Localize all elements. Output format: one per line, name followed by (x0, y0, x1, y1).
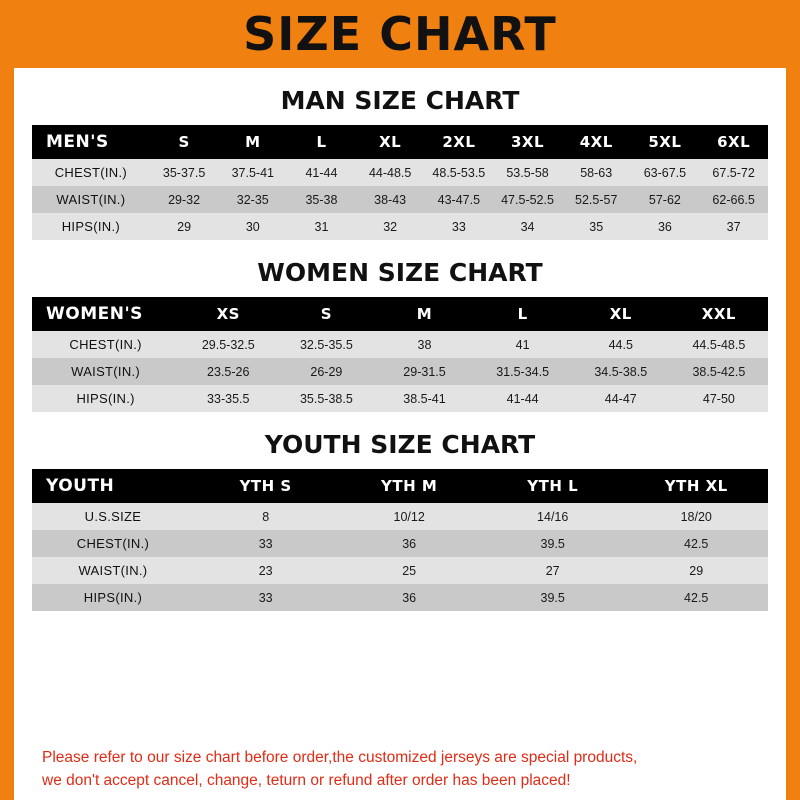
table-row (32, 530, 768, 557)
table-row (32, 557, 768, 584)
women-row-label-0: CHEST(IN.) (32, 331, 179, 358)
men-table-header (32, 125, 768, 159)
women-cell-0-1: 32.5-35.5 (277, 331, 375, 358)
table-row (32, 186, 768, 213)
men-cell-1-1: 32-35 (218, 186, 287, 213)
women-cell-0-5: 44.5-48.5 (670, 331, 768, 358)
footer-line-2: we don't accept cancel, change, teturn or refund after order has been placed! (42, 771, 571, 789)
men-cell-2-5: 34 (493, 213, 562, 240)
women-cell-1-0: 23.5-26 (179, 358, 277, 385)
women-section-title: WOMEN SIZE CHART (257, 258, 543, 287)
men-row-label-0: CHEST(IN.) (32, 159, 150, 186)
footer-notice (28, 747, 772, 792)
women-cell-1-5: 38.5-42.5 (670, 358, 768, 385)
men-cell-0-1: 37.5-41 (218, 159, 287, 186)
women-cell-1-4: 34.5-38.5 (572, 358, 670, 385)
youth-cell-3-3: 42.5 (624, 584, 768, 611)
women-cell-2-3: 41-44 (474, 385, 572, 412)
men-row-label-2: HIPS(IN.) (32, 213, 150, 240)
table-row (32, 331, 768, 358)
content (14, 86, 786, 611)
table-row (32, 358, 768, 385)
men-cell-0-8: 67.5-72 (699, 159, 768, 186)
women-col-header-3: M (375, 297, 473, 331)
men-col-header-2: M (218, 125, 287, 159)
men-cell-1-4: 43-47.5 (425, 186, 494, 213)
men-cell-2-6: 35 (562, 213, 631, 240)
women-cell-1-1: 26-29 (277, 358, 375, 385)
women-cell-1-2: 29-31.5 (375, 358, 473, 385)
men-cell-0-5: 53.5-58 (493, 159, 562, 186)
women-col-header-2: S (277, 297, 375, 331)
women-cell-0-4: 44.5 (572, 331, 670, 358)
men-cell-2-0: 29 (150, 213, 219, 240)
banner (0, 0, 800, 68)
table-row (32, 584, 768, 611)
women-cell-2-5: 47-50 (670, 385, 768, 412)
table-header-row (32, 469, 768, 503)
page-title: SIZE CHART (243, 7, 557, 61)
youth-cell-2-3: 29 (624, 557, 768, 584)
women-table-header (32, 297, 768, 331)
men-cell-2-3: 32 (356, 213, 425, 240)
youth-cell-0-0: 8 (194, 503, 338, 530)
youth-size-table (32, 469, 768, 611)
youth-col-header-4: YTH XL (624, 469, 768, 503)
men-cell-2-7: 36 (631, 213, 700, 240)
women-cell-2-2: 38.5-41 (375, 385, 473, 412)
men-cell-1-3: 38-43 (356, 186, 425, 213)
youth-table-header (32, 469, 768, 503)
youth-cell-1-2: 39.5 (481, 530, 625, 557)
youth-cell-1-1: 36 (337, 530, 481, 557)
table-row (32, 503, 768, 530)
women-cell-0-0: 29.5-32.5 (179, 331, 277, 358)
table-row (32, 159, 768, 186)
men-col-header-5: 2XL (425, 125, 494, 159)
table-row (32, 385, 768, 412)
youth-cell-2-2: 27 (481, 557, 625, 584)
youth-col-header-2: YTH M (337, 469, 481, 503)
women-row-label-2: HIPS(IN.) (32, 385, 179, 412)
youth-cell-1-0: 33 (194, 530, 338, 557)
men-col-header-8: 5XL (631, 125, 700, 159)
footer-line-1: Please refer to our size chart before order,the customized jerseys are special products, (42, 749, 638, 767)
youth-cell-3-0: 33 (194, 584, 338, 611)
women-col-header-4: L (474, 297, 572, 331)
men-cell-0-2: 41-44 (287, 159, 356, 186)
youth-row-label-0: U.S.SIZE (32, 503, 194, 530)
youth-cell-3-2: 39.5 (481, 584, 625, 611)
women-cell-2-0: 33-35.5 (179, 385, 277, 412)
youth-cell-0-1: 10/12 (337, 503, 481, 530)
men-cell-0-3: 44-48.5 (356, 159, 425, 186)
women-col-header-1: XS (179, 297, 277, 331)
youth-cell-1-3: 42.5 (624, 530, 768, 557)
men-size-table (32, 125, 768, 240)
men-cell-0-0: 35-37.5 (150, 159, 219, 186)
women-cell-2-4: 44-47 (572, 385, 670, 412)
youth-col-header-1: YTH S (194, 469, 338, 503)
youth-col-header-3: YTH L (481, 469, 625, 503)
women-size-table (32, 297, 768, 412)
men-cell-1-2: 35-38 (287, 186, 356, 213)
men-cell-1-7: 57-62 (631, 186, 700, 213)
men-cell-2-1: 30 (218, 213, 287, 240)
men-col-header-3: L (287, 125, 356, 159)
men-cell-0-7: 63-67.5 (631, 159, 700, 186)
men-col-header-1: S (150, 125, 219, 159)
youth-section-title: YOUTH SIZE CHART (264, 430, 536, 459)
table-row (32, 213, 768, 240)
men-cell-0-6: 58-63 (562, 159, 631, 186)
women-col-header-6: XXL (670, 297, 768, 331)
women-col-header-0: WOMEN'S (32, 297, 179, 331)
youth-row-label-2: WAIST(IN.) (32, 557, 194, 584)
youth-cell-0-3: 18/20 (624, 503, 768, 530)
women-cell-0-2: 38 (375, 331, 473, 358)
youth-cell-3-1: 36 (337, 584, 481, 611)
women-table-body (32, 331, 768, 412)
women-col-header-5: XL (572, 297, 670, 331)
men-cell-2-8: 37 (699, 213, 768, 240)
youth-cell-2-1: 25 (337, 557, 481, 584)
men-col-header-6: 3XL (493, 125, 562, 159)
men-cell-2-2: 31 (287, 213, 356, 240)
youth-table-body (32, 503, 768, 611)
men-col-header-0: MEN'S (32, 125, 150, 159)
youth-cell-2-0: 23 (194, 557, 338, 584)
table-header-row (32, 297, 768, 331)
men-cell-1-8: 62-66.5 (699, 186, 768, 213)
men-col-header-4: XL (356, 125, 425, 159)
men-col-header-9: 6XL (699, 125, 768, 159)
men-section-title: MAN SIZE CHART (280, 86, 520, 115)
women-row-label-1: WAIST(IN.) (32, 358, 179, 385)
youth-row-label-3: HIPS(IN.) (32, 584, 194, 611)
men-cell-0-4: 48.5-53.5 (425, 159, 494, 186)
men-cell-1-0: 29-32 (150, 186, 219, 213)
youth-col-header-0: YOUTH (32, 469, 194, 503)
women-cell-0-3: 41 (474, 331, 572, 358)
men-row-label-1: WAIST(IN.) (32, 186, 150, 213)
men-cell-2-4: 33 (425, 213, 494, 240)
women-cell-2-1: 35.5-38.5 (277, 385, 375, 412)
youth-cell-0-2: 14/16 (481, 503, 625, 530)
men-cell-1-6: 52.5-57 (562, 186, 631, 213)
men-col-header-7: 4XL (562, 125, 631, 159)
men-cell-1-5: 47.5-52.5 (493, 186, 562, 213)
men-table-body (32, 159, 768, 240)
women-cell-1-3: 31.5-34.5 (474, 358, 572, 385)
youth-row-label-1: CHEST(IN.) (32, 530, 194, 557)
table-header-row (32, 125, 768, 159)
